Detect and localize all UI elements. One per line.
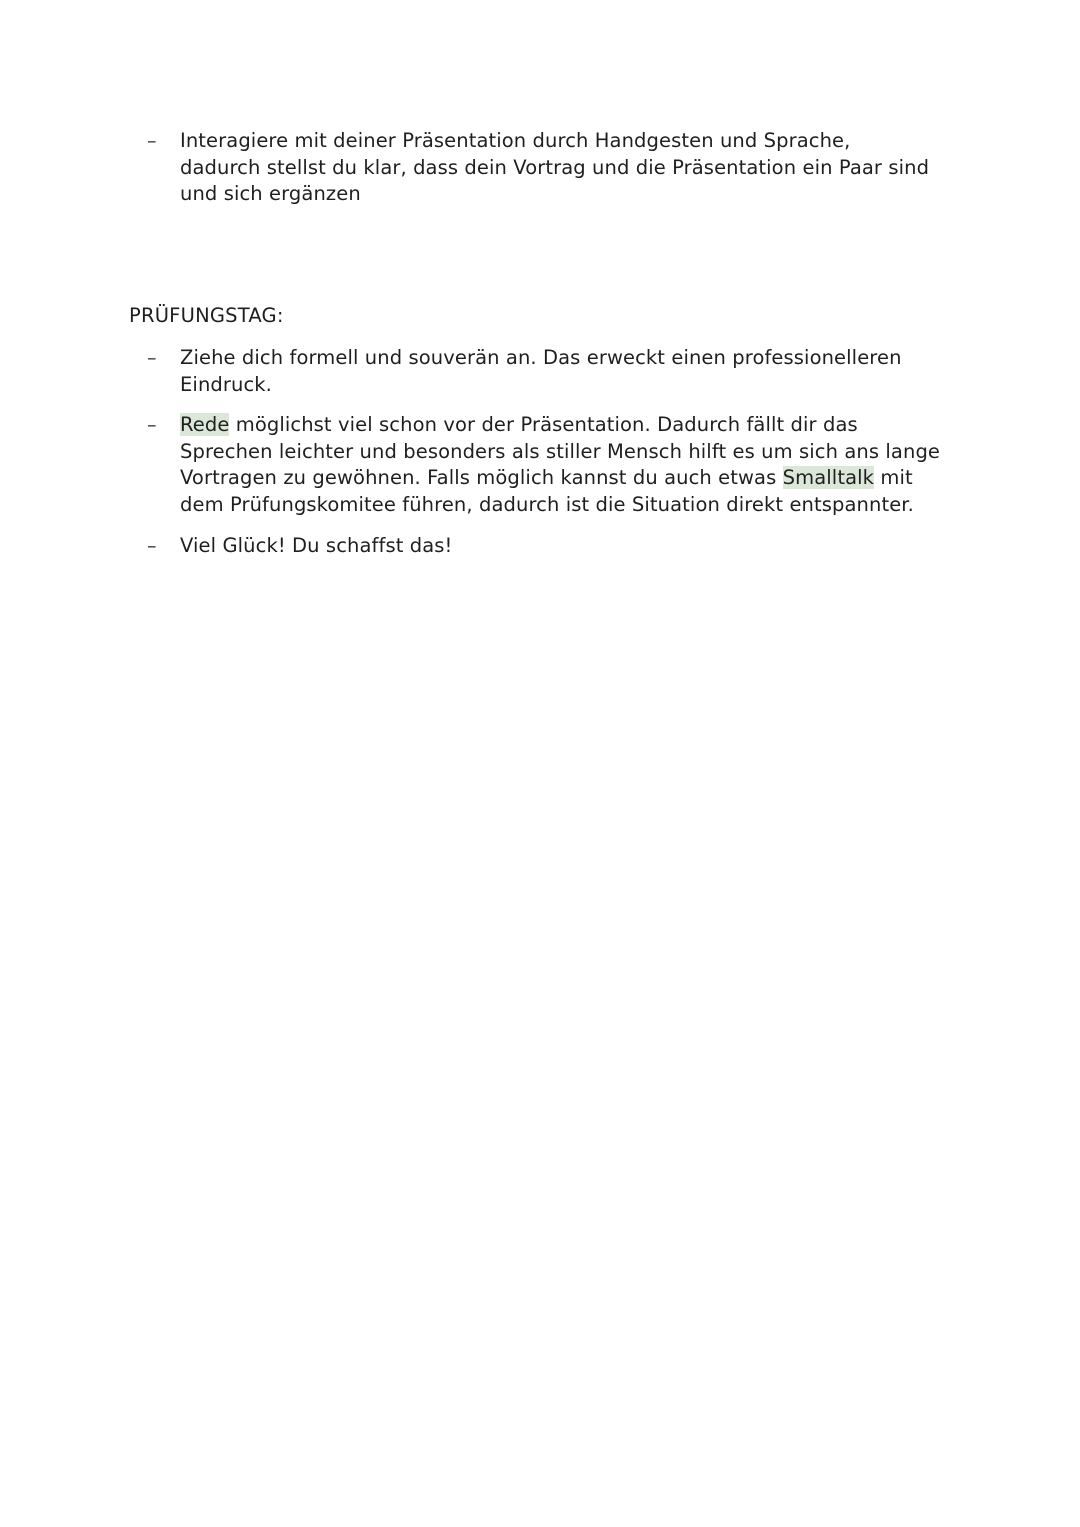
- text-line: Sprechen leichter und besonders als stiller Mensch hilft es um sich ans lange: [180, 439, 941, 463]
- section-heading: PRÜFUNGSTAG:: [129, 304, 284, 327]
- bullet-dash: –: [147, 130, 157, 152]
- text-line: dadurch stellst du klar, dass dein Vortrag und die Präsentation ein Paar sind: [180, 155, 930, 179]
- bullet-text: [180, 345, 960, 398]
- text-fragment: mit: [874, 466, 913, 489]
- text-line: [180, 412, 960, 439]
- text-line: dem Prüfungskomitee führen, dadurch ist die Situation direkt entspannter.: [180, 492, 914, 516]
- text-line: Interagiere mit deiner Präsentation durch Handgesten und Sprache,: [180, 129, 851, 152]
- highlighted-word: Rede: [180, 413, 230, 436]
- highlighted-word: Smalltalk: [782, 466, 875, 489]
- bullet-text: [180, 533, 960, 560]
- bullet-dash: –: [147, 535, 157, 557]
- text-fragment: möglichst viel schon vor der Präsentation. Dadurch fällt dir das: [229, 413, 858, 436]
- text-fragment: Vortragen zu gewöhnen. Falls möglich kannst du auch etwas: [180, 466, 783, 489]
- bullet-dash: –: [147, 414, 157, 436]
- bullet-text: [180, 412, 960, 518]
- text-line: [180, 465, 960, 492]
- text-line: und sich ergänzen: [180, 182, 361, 205]
- bullet-dash: –: [147, 347, 157, 369]
- text-line: Ziehe dich formell und souverän an. Das erweckt einen professionelleren: [180, 346, 902, 369]
- text-line: Viel Glück! Du schaffst das!: [180, 534, 453, 557]
- bullet-text: [180, 128, 960, 208]
- text-line: Eindruck.: [180, 372, 272, 396]
